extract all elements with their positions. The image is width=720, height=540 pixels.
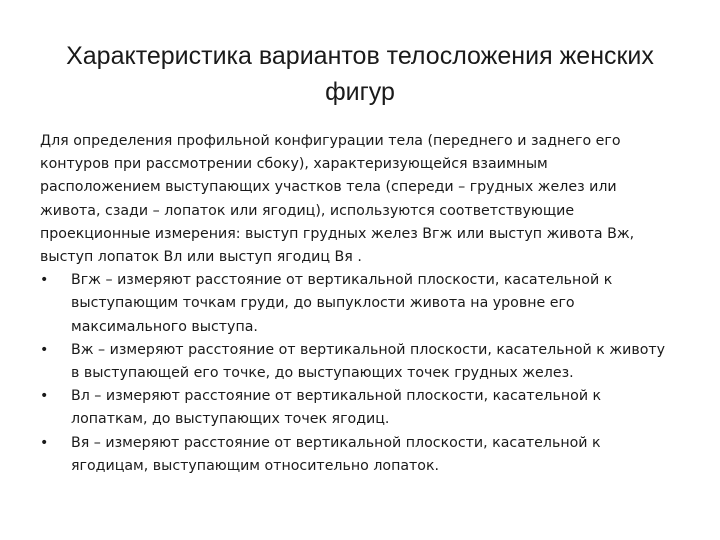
bullet-marker: •: [40, 341, 49, 358]
intro-line: живота, сзади – лопаток или ягодиц), используются соответствующие: [40, 202, 575, 219]
measurement-list: [40, 269, 688, 478]
bullet-marker: •: [40, 434, 49, 451]
slide-title-line: фигур: [325, 78, 395, 106]
list-item-line: в выступающей его точке, до выступающих точек грудных желез.: [71, 365, 574, 382]
intro-line: контуров при рассмотрении сбоку), характеризующейся взаимным: [40, 156, 548, 173]
list-item-line: максимального выступа.: [71, 318, 258, 335]
list-item-line: ягодицам, выступающим относительно лопаток.: [71, 457, 440, 474]
list-item-line: Вж – измеряют расстояние от вертикальной плоскости, касательной к животу: [71, 341, 666, 358]
list-item-line: выступающим точкам груди, до выпуклости живота на уровне его: [71, 295, 575, 312]
slide-title: [40, 38, 680, 110]
intro-line: расположением выступающих участков тела (спереди – грудных желез или: [40, 179, 617, 196]
intro-paragraph: [40, 130, 688, 269]
bullet-marker: •: [40, 388, 49, 405]
bullet-marker: •: [40, 272, 49, 289]
list-item-line: Вгж – измеряют расстояние от вертикальной плоскости, касательной к: [71, 272, 613, 289]
intro-line: проекционные измерения: выступ грудных желез Вгж или выступ живота Вж,: [40, 225, 635, 242]
list-item-line: Вл – измеряют расстояние от вертикальной плоскости, касательной к: [71, 388, 602, 405]
list-item-line: лопаткам, до выступающих точек ягодиц.: [71, 411, 390, 428]
list-item-vya: [40, 432, 688, 478]
slide-title-line: Характеристика вариантов телосложения женских: [66, 42, 654, 70]
intro-line: выступ лопаток Вл или выступ ягодиц Вя .: [40, 249, 362, 266]
list-item-vzh: [40, 339, 688, 385]
list-item-vgzh: [40, 269, 688, 339]
list-item-vl: [40, 385, 688, 431]
list-item-line: Вя – измеряют расстояние от вертикальной плоскости, касательной к: [71, 434, 601, 451]
intro-line: Для определения профильной конфигурации тела (переднего и заднего его: [40, 133, 621, 149]
slide-body: [40, 130, 688, 478]
